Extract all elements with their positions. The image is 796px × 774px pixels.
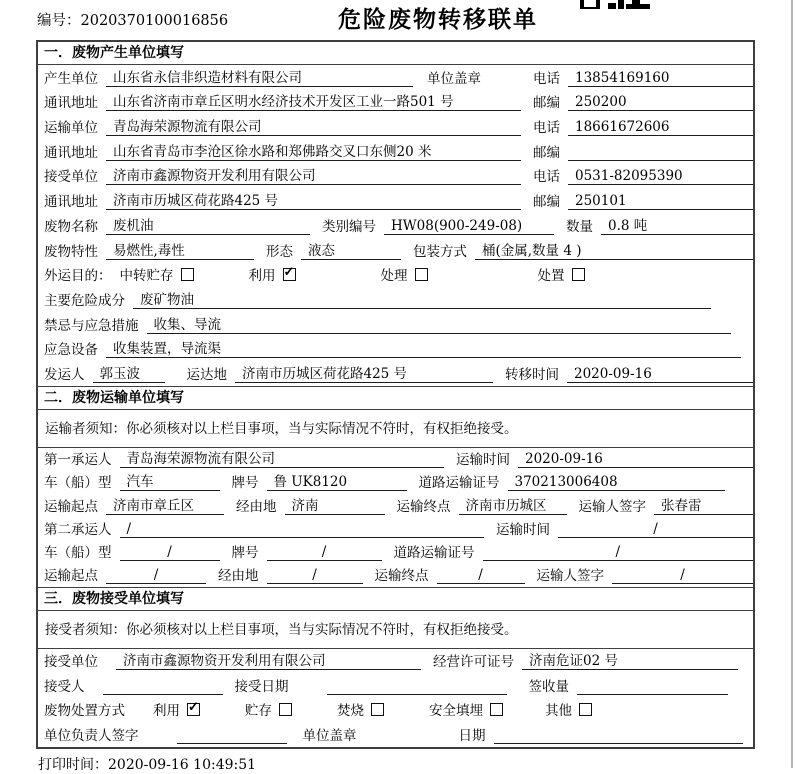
shipper-row bbox=[38, 361, 753, 386]
qr-finder-pattern bbox=[580, 0, 600, 9]
second-route-value-3: / bbox=[267, 567, 363, 584]
waste-property-row bbox=[38, 238, 753, 263]
receive-unit-value-1: 济南市鑫源物资开发利用有限公司 bbox=[116, 649, 421, 670]
print-time bbox=[38, 754, 796, 774]
first-vehicle-value-3: 鲁 UK8120 bbox=[267, 470, 407, 491]
section-producer-header: 一．废物产生单位填写 bbox=[38, 42, 753, 65]
disposal-method-option-label-4: 安全填埋 bbox=[429, 703, 483, 720]
disposal-method-option-label-3: 焚烧 bbox=[337, 703, 364, 720]
second-carrier-value-3: / bbox=[558, 521, 753, 538]
qr-code-fragment-icon bbox=[578, 0, 652, 9]
producer-unit-row bbox=[38, 65, 753, 90]
transporter-address-value-3 bbox=[568, 144, 753, 161]
receiver-unit-value-3: 0531-82095390 bbox=[568, 168, 753, 185]
document-header bbox=[0, 0, 796, 40]
transporter-unit-row bbox=[38, 114, 753, 139]
main-hazard-label-0: 主要危险成分 bbox=[44, 292, 125, 309]
waste-name-value-5: 0.8 吨 bbox=[601, 214, 753, 235]
producer-address-value-1: 山东省济南市章丘区明水经济技术开发区工业一路501 号 bbox=[106, 90, 521, 111]
outbound-purpose-option-label-2: 利用 bbox=[248, 268, 276, 285]
receive-unit-label-0: 接受单位 bbox=[44, 654, 98, 671]
producer-address-row bbox=[38, 90, 753, 115]
outbound-purpose-option-label-1: 中转贮存 bbox=[119, 268, 174, 285]
receiver-unit-label-2: 电话 bbox=[533, 169, 560, 186]
transporter-address-label-2: 邮编 bbox=[533, 144, 560, 161]
transporter-unit-value-1: 青岛海荣源物流有限公司 bbox=[106, 115, 521, 136]
outbound-purpose-checkbox-1-unchecked bbox=[181, 268, 194, 281]
second-route-value-1: / bbox=[106, 567, 206, 584]
page-edge-line bbox=[791, 0, 793, 768]
second-vehicle-value-1: / bbox=[120, 544, 220, 561]
receiver-unit-value-1: 济南市鑫源物资开发利用有限公司 bbox=[106, 164, 521, 185]
disposal-method-checkbox-3-unchecked bbox=[371, 703, 384, 716]
second-route-value-7: / bbox=[612, 567, 753, 584]
transporter-address-value-1: 山东省青岛市李沧区徐水路和郑佛路交叉口东侧20 米 bbox=[106, 140, 521, 161]
second-vehicle-label-4: 道路运输证号 bbox=[393, 544, 475, 561]
outbound-purpose-checkbox-3-unchecked bbox=[415, 268, 428, 281]
producer-address-label-0: 通讯地址 bbox=[44, 95, 98, 112]
first-carrier-label-2: 运输时间 bbox=[456, 452, 510, 469]
first-route-label-0: 运输起点 bbox=[44, 498, 98, 515]
waste-name-value-3: HW08(900-249-08) bbox=[384, 218, 554, 235]
main-hazard-value-1: 废矿物油 bbox=[133, 288, 711, 309]
disposal-method-option-5 bbox=[545, 699, 592, 719]
first-route-value-5: 济南市历城区 bbox=[459, 494, 567, 515]
emergency-measures-row bbox=[38, 312, 753, 337]
second-route-label-0: 运输起点 bbox=[44, 568, 98, 585]
responsible-signature-label-3: 日期 bbox=[458, 727, 486, 744]
outbound-purpose-option-4 bbox=[538, 264, 585, 284]
disposal-method-label-0: 废物处置方式 bbox=[44, 703, 125, 720]
first-route-row bbox=[38, 494, 753, 517]
disposal-method-option-4 bbox=[429, 699, 503, 719]
disposal-method-checkbox-4-unchecked bbox=[490, 703, 503, 716]
second-carrier-label-0: 第二承运人 bbox=[44, 521, 112, 538]
disposal-method-option-label-5: 其他 bbox=[545, 703, 572, 720]
receive-person-label-0: 接受人 bbox=[44, 678, 85, 695]
second-vehicle-row bbox=[38, 541, 753, 564]
first-vehicle-label-0: 车（船）型 bbox=[44, 475, 112, 492]
qr-block bbox=[626, 4, 650, 9]
receive-person-value-3 bbox=[327, 678, 507, 695]
second-vehicle-label-0: 车（船）型 bbox=[44, 544, 112, 561]
producer-unit-label-3: 电话 bbox=[533, 70, 560, 87]
section-transport bbox=[38, 386, 753, 587]
outbound-purpose-option-1 bbox=[120, 264, 194, 284]
receive-unit-row bbox=[38, 649, 753, 673]
waste-name-label-2: 类别编号 bbox=[322, 218, 376, 235]
qr-block bbox=[608, 3, 616, 9]
receiver-address-value-1: 济南市历城区荷花路425 号 bbox=[106, 189, 521, 210]
disposal-method-checkbox-5-unchecked bbox=[579, 703, 592, 716]
page-title: 危险废物转移联单 bbox=[338, 7, 538, 33]
second-carrier-row bbox=[38, 518, 753, 541]
receiver-address-label-2: 邮编 bbox=[533, 194, 560, 211]
second-carrier-value-1: / bbox=[120, 521, 485, 538]
waste-name-label-0: 废物名称 bbox=[44, 218, 98, 235]
first-vehicle-value-5: 370213006408 bbox=[508, 474, 726, 491]
shipper-value-1: 郭玉波 bbox=[93, 362, 165, 383]
second-route-value-5: / bbox=[437, 567, 525, 584]
section-transport-header: 二．废物运输单位填写 bbox=[38, 386, 753, 410]
receiver-unit-row bbox=[38, 164, 753, 189]
second-route-label-4: 运输终点 bbox=[374, 568, 429, 585]
second-route-row bbox=[38, 564, 753, 587]
second-vehicle-value-5: / bbox=[483, 544, 754, 561]
emergency-measures-value-1: 收集、导流 bbox=[147, 313, 732, 334]
first-route-label-4: 运输终点 bbox=[396, 498, 451, 515]
outbound-purpose-option-label-3: 处理 bbox=[380, 268, 408, 285]
receiver-address-value-3: 250101 bbox=[568, 193, 753, 210]
receive-unit-label-2: 经营许可证号 bbox=[433, 654, 514, 671]
first-route-label-6: 运输人签字 bbox=[578, 498, 646, 515]
waste-property-label-4: 包装方式 bbox=[413, 243, 467, 260]
first-vehicle-label-2: 牌号 bbox=[231, 475, 259, 492]
emergency-equipment-label-0: 应急设备 bbox=[44, 342, 98, 359]
waste-property-label-0: 废物特性 bbox=[44, 243, 98, 260]
first-vehicle-row bbox=[38, 471, 753, 494]
responsible-signature-label-2: 单位盖章 bbox=[302, 727, 357, 744]
transporter-unit-label-2: 电话 bbox=[533, 120, 560, 137]
manifest-form bbox=[36, 40, 755, 749]
receiver-unit-label-0: 接受单位 bbox=[44, 169, 98, 186]
responsible-signature-label-0: 单位负责人签字 bbox=[44, 727, 139, 744]
transport-notice: 运输者须知：你必须核对以上栏目事项，当与实际情况不符时，有权拒绝接受。 bbox=[38, 410, 753, 448]
first-route-value-3: 济南 bbox=[285, 494, 385, 515]
producer-unit-label-2: 单位盖章 bbox=[427, 70, 481, 87]
responsible-signature-value-1 bbox=[177, 727, 287, 744]
receive-person-value-1 bbox=[103, 678, 223, 695]
doc-number-value: 2020370100016856 bbox=[80, 13, 229, 29]
outbound-purpose-checkbox-4-unchecked bbox=[572, 268, 585, 281]
second-vehicle-value-3: / bbox=[267, 544, 382, 561]
responsible-signature-value-4 bbox=[494, 727, 744, 744]
first-carrier-value-1: 青岛海荣源物流有限公司 bbox=[120, 447, 445, 468]
producer-unit-value-1: 山东省永信非织造材料有限公司 bbox=[106, 66, 413, 87]
section-producer bbox=[38, 42, 753, 386]
emergency-measures-label-0: 禁忌与应急措施 bbox=[44, 317, 139, 334]
first-carrier-row bbox=[38, 448, 753, 471]
responsible-signature-row bbox=[38, 722, 753, 746]
disposal-method-option-3 bbox=[337, 699, 384, 719]
receiver-address-row bbox=[38, 188, 753, 213]
waste-name-value-1: 废机油 bbox=[106, 214, 310, 235]
outbound-purpose-row bbox=[38, 263, 753, 288]
transporter-unit-label-0: 运输单位 bbox=[44, 120, 98, 137]
waste-name-label-4: 数量 bbox=[566, 218, 593, 235]
emergency-equipment-row bbox=[38, 337, 753, 362]
print-time-label: 打印时间： bbox=[38, 756, 108, 773]
receive-person-value-5 bbox=[577, 678, 728, 695]
waste-property-label-2: 形态 bbox=[266, 243, 293, 260]
shipper-label-2: 运达地 bbox=[186, 366, 227, 383]
qr-block bbox=[632, 0, 640, 4]
disposal-method-option-label-2: 贮存 bbox=[245, 703, 272, 720]
print-time-value: 2020-09-16 10:49:51 bbox=[108, 756, 257, 773]
first-carrier-label-0: 第一承运人 bbox=[44, 452, 112, 469]
first-vehicle-label-4: 道路运输证号 bbox=[418, 475, 500, 492]
receive-person-label-2: 接受日期 bbox=[234, 678, 289, 695]
first-route-value-1: 济南市章丘区 bbox=[106, 494, 224, 515]
second-route-label-6: 运输人签字 bbox=[536, 568, 604, 585]
first-route-value-7: 张春雷 bbox=[654, 494, 753, 515]
outbound-purpose-label-0: 外运目的： bbox=[44, 268, 112, 285]
first-vehicle-value-1: 汽车 bbox=[120, 470, 220, 491]
producer-address-value-3: 250200 bbox=[568, 94, 753, 111]
outbound-purpose-option-label-4: 处置 bbox=[537, 268, 565, 285]
waste-name-row bbox=[38, 213, 753, 238]
waste-property-value-3: 液态 bbox=[301, 239, 401, 260]
qr-block bbox=[618, 0, 624, 9]
shipper-label-4: 转移时间 bbox=[505, 366, 559, 383]
outbound-purpose-checkbox-2-checked bbox=[283, 268, 296, 281]
outbound-purpose-option-3 bbox=[381, 264, 428, 284]
disposal-method-row bbox=[38, 698, 753, 722]
first-carrier-value-3: 2020-09-16 bbox=[518, 451, 753, 468]
receive-person-label-4: 签收量 bbox=[528, 678, 569, 695]
transporter-unit-value-3: 18661672606 bbox=[568, 119, 753, 136]
section-receive-header: 三．废物接受单位填写 bbox=[38, 587, 753, 611]
disposal-method-option-label-1: 利用 bbox=[153, 703, 180, 720]
producer-unit-label-0: 产生单位 bbox=[44, 70, 98, 87]
second-vehicle-label-2: 牌号 bbox=[231, 544, 259, 561]
waste-property-value-5: 桶(金属,数量 4 ) bbox=[475, 239, 753, 260]
shipper-value-3: 济南市历城区荷花路425 号 bbox=[235, 362, 493, 383]
transporter-address-row bbox=[38, 139, 753, 164]
waste-property-value-1: 易燃性,毒性 bbox=[106, 239, 254, 260]
shipper-label-0: 发运人 bbox=[44, 366, 85, 383]
transporter-address-label-0: 通讯地址 bbox=[44, 144, 98, 161]
shipper-value-5: 2020-09-16 bbox=[567, 366, 753, 383]
receive-person-row bbox=[38, 673, 753, 697]
disposal-method-option-1 bbox=[153, 699, 200, 719]
disposal-method-checkbox-1-checked bbox=[187, 703, 200, 716]
second-carrier-label-2: 运输时间 bbox=[496, 521, 550, 538]
outbound-purpose-option-2 bbox=[249, 264, 296, 284]
disposal-method-checkbox-2-unchecked bbox=[279, 703, 292, 716]
section-receive bbox=[38, 587, 753, 747]
second-route-label-2: 经由地 bbox=[218, 568, 259, 585]
first-route-label-2: 经由地 bbox=[236, 498, 277, 515]
emergency-equipment-value-1: 收集装置，导流渠 bbox=[106, 337, 741, 358]
disposal-method-option-2 bbox=[245, 699, 292, 719]
producer-unit-value-4: 13854169160 bbox=[568, 70, 753, 87]
main-hazard-row bbox=[38, 287, 753, 312]
receive-notice: 接受者须知：你必须核对以上栏目事项，当与实际情况不符时，有权拒绝接受。 bbox=[38, 611, 753, 649]
receiver-address-label-0: 通讯地址 bbox=[44, 194, 98, 211]
receive-unit-value-3: 济南危证02 号 bbox=[522, 649, 738, 670]
producer-address-label-2: 邮编 bbox=[533, 95, 560, 112]
doc-number-label: 编号： bbox=[37, 13, 81, 29]
